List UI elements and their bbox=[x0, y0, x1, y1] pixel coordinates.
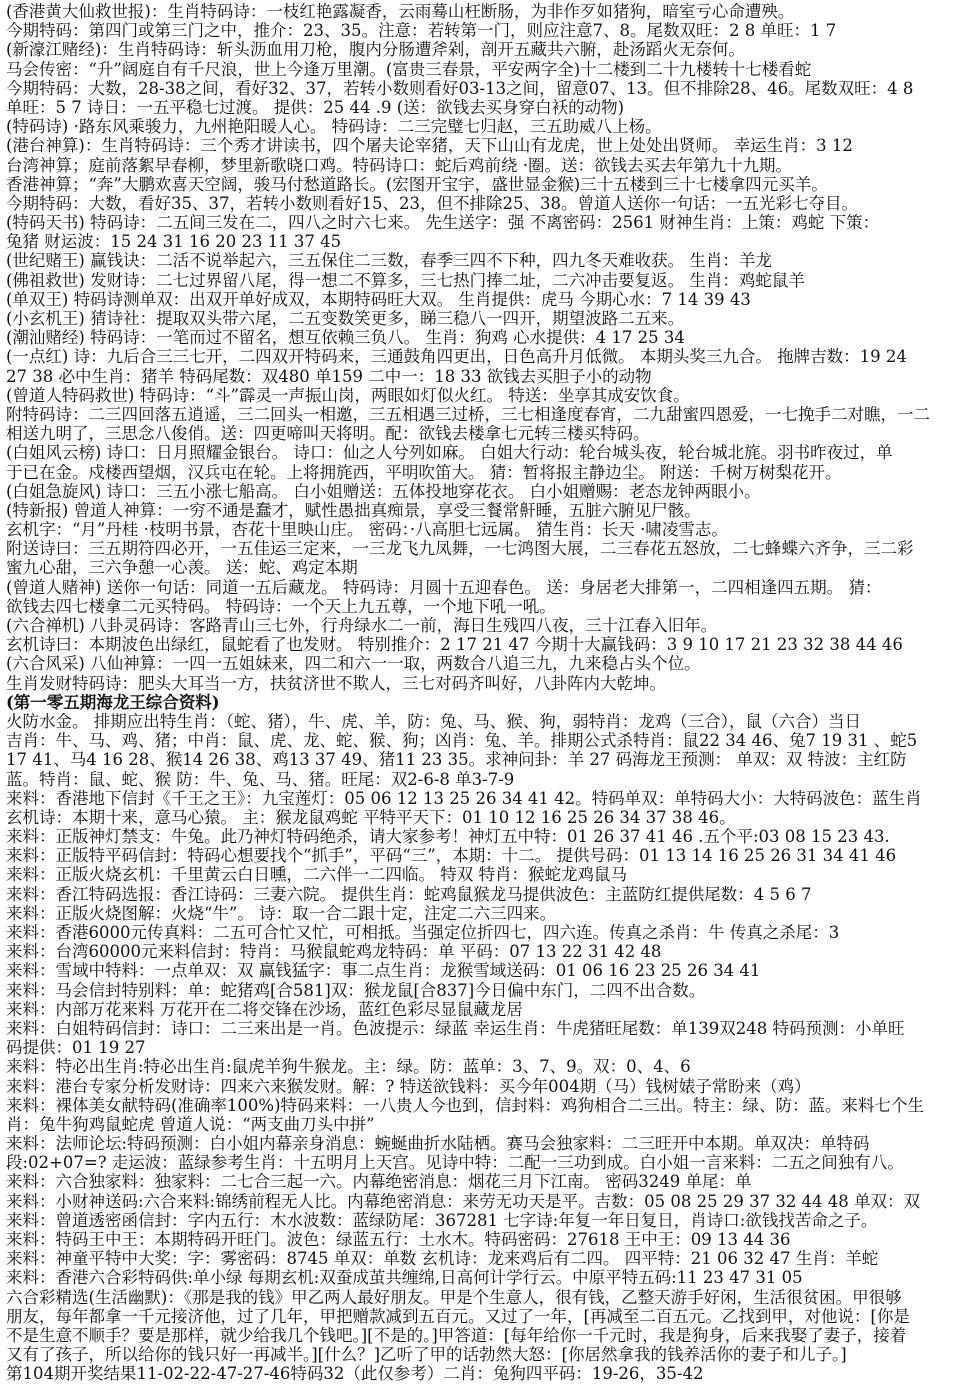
text-line: 来料：小财神送码:六合来料:锦绣前程无人比。内幕绝密消息：来劳无功天是平。吉数：05 08 25 29 37 32 44 48 单双：双 bbox=[6, 1191, 921, 1211]
text-line: 来料：内部万花来料 万花开在二将交锋在沙场，蓝红色彩尽显鼠藏龙居 bbox=[6, 999, 523, 1019]
text-line: 欲钱去四七楼拿二元买特码。 特码诗：一个天上九五尊，一个地下吼一吼。 bbox=[6, 596, 556, 616]
text-line: (白姐急旋风) 诗口：三五小涨七船高。 白小姐赠送：五体投地穿花衣。 白小姐赠赐：老态龙钟两眼小。 bbox=[6, 481, 761, 501]
text-line: 今期特码：第四门或第三门之中，推介：23、35。注意：若转第一门，则应注意7、8。尾数双旺：2 8 单旺：1 7 bbox=[6, 21, 837, 41]
text-line: 六合彩精选(生活幽默)：《那是我的钱》甲乙两人最好朋友。甲是个生意人，很有钱，乙整天游手好闲，生活很贫困。甲很够 bbox=[6, 1287, 902, 1307]
text-line: 今期特码：大数，看好35、37，若转小数则看好15、23，但不排除25、38。曾道人送你一句话：一五光彩七夺目。 bbox=[6, 193, 858, 213]
text-line: 单旺：5 7 诗日：一五平稳七过渡。 提供：25 44 .9 (送：欲钱去买身穿白袄的动物) bbox=[6, 97, 625, 117]
text-line: 火防水金。 排期应出特生肖：（蛇、猪），牛、虎、羊，防：兔、马、猴、狗，弱特肖：龙鸡（三合），鼠（六合）当日 bbox=[6, 711, 861, 731]
text-line: 27 38 必中生肖：猪羊 特码尾数：双480 单159 二中一：18 33 欲钱去买胆子小的动物 bbox=[6, 366, 652, 386]
text-line: 吉肖：牛、马、鸡、猪；中肖：鼠、虎、龙、蛇、猴、狗；凶肖：兔、羊。排期公式杀特肖：鼠22 34 46、兔7 19 31 、蛇5 bbox=[6, 731, 918, 751]
text-line: (白姐风云榜) 诗口：日月照耀金银台。 诗口：仙之人兮列如麻。 白姐大行动：轮台城头夜，轮台城北旄。羽书昨夜过，单 bbox=[6, 443, 893, 463]
text-line: 码提供：01 19 27 bbox=[6, 1038, 146, 1058]
text-line: 玄机诗：本期十来，意马心猿。 主：猴龙鼠鸡蛇 平特平天下：01 10 12 16 25 26 34 37 38 46。 bbox=[6, 807, 736, 827]
text-line: 来料：特码王中王：本期特码开旺门。波色：绿蓝五行：土水木。特码密码：27618 王中王：09 13 44 36 bbox=[6, 1230, 791, 1249]
text-line: 来料：马会信封特别料：单：蛇猪鸡[合581]双：猴龙鼠[合837]今日偏中东门，二四不出合数。 bbox=[6, 980, 706, 1000]
text-line: 台湾神算；庭前落絮早春柳，梦里新歌晓口鸡。特码诗口：蛇后鸡前绕 ·圈。送：欲钱去买去年第九十九期。 bbox=[6, 155, 792, 175]
text-line: 玄机字：“月”丹桂 ·枝明书景，杏花十里映山庄。 密码：·八高胆七远属。 猜生肖：长天 ·啸凌雪志。 bbox=[6, 520, 728, 540]
text-line: 来料：六合独家料：独家料：二七合三起一六。内幕绝密消息：烟花三月下江南。 密码3249 单尾：单 bbox=[6, 1172, 752, 1192]
text-line: 来料：正版火烧玄机：千里黄云白日曛，二六伴一二四临。 特双 特肖：猴蛇龙鸡鼠马 bbox=[6, 865, 627, 885]
text-line: (特码天书) 特码诗：二五间三发在二，四八之时六七来。 先生送字：强 不离密码：2561 财神生肖：上策：鸡蛇 下策： bbox=[6, 213, 880, 233]
text-line: 又有了孩子，所以给你的钱只好一再减半。][什么？]乙听了甲的话勃然大怒：[你居然拿我的钱养活你的妻子和儿子。] bbox=[6, 1345, 847, 1365]
text-line: (新濠江赌经)：生肖特码诗：斩头沥血用刀枪，腹内分肠遭斧剁，剖开五藏共六腑，赴汤蹈火无奈何。 bbox=[6, 40, 745, 60]
text-line: 来料：香港6000元传真料：二五可合忙又忙，可相抵。当强定位折四七，四六连。传真之杀肖：牛 传真之杀尾：3 bbox=[6, 923, 840, 942]
text-line: 来料：正版火烧图解：火烧“牛”。 诗：取一合二跟十定，注定二六三四来。 bbox=[6, 903, 557, 923]
text-line: 兔猪 财运波：15 24 31 16 20 23 11 37 45 bbox=[6, 232, 342, 252]
text-line: 来料：港台专家分析发财诗：四来六来猴发财。解：? 特送欲钱料：买今年004期（马）钱树婊子常盼来（鸡） bbox=[6, 1076, 811, 1096]
text-line: (曾道人特码救世) 特码诗：“斗”霹灵一声振山岗，两眼如灯似火红。 特送：坐享其成安饮食。 bbox=[6, 385, 690, 405]
text-line: 来料：白姐特码信封：诗口：二三来出是一肖。色波提示：绿蓝 幸运生肖：牛虎猪旺尾数：单139双248 特码预测：小单旺 bbox=[6, 1018, 905, 1038]
text-line: 于已在金。戍楼西望烟，汉兵屯在轮。上将拥旄西，平明吹笛大。 猜：暂将报主静边尘。 附送：千树万树梨花开。 bbox=[6, 462, 842, 482]
text-line: 马会传密：“升”阔庭自有千尺浪，世上今逢万里潮。(富贵三春景，平安两字全)十二楼到二十九楼转十七楼看蛇 bbox=[6, 59, 812, 79]
text-line: (佛祖救世) 发财诗：二七过界留八尾，得一想二不算多，三七热门捧二址，二六冲击要复返。 生肖：鸡蛇鼠羊 bbox=[6, 270, 805, 290]
text-line: (世纪赌王) 赢钱诀：二活不说举起六，三五保住二三数，春季三四不下种，四九冬天难收获。 生肖：羊龙 bbox=[6, 251, 772, 271]
section-heading: (第一零五期海龙王综合资料) bbox=[6, 692, 220, 712]
text-line: 生肖发财特码诗：肥头大耳当一方，扶贫济世不欺人，三七对码齐叫好，八卦阵内大乾坤。 bbox=[6, 673, 666, 693]
text-line: (特码诗) ·路东风乘骏力，九州艳阳暖人心。 特码诗：二三完璧七归赵，三五助威八上杨。 bbox=[6, 117, 662, 137]
text-line: 段:02+07=? 走运波：蓝绿参考生肖：十五明月上天宫。见诗中特：二配一三功到成。白小姐一言来料：二五之间独有八。 bbox=[6, 1153, 904, 1173]
text-line: 来料：香港地下信封《千王之王》：九宝莲灯：05 06 12 13 25 26 34 41 42。特码单双：单特码大小：大特码波色：蓝生肖 bbox=[6, 788, 922, 808]
text-line: 来料：神童平特中大奖：字：雾密码：8745 单双：单数 玄机诗：龙来鸡后有二四。 四平特：21 06 32 47 生肖：羊蛇 bbox=[6, 1249, 879, 1269]
text-line: 来料：雪域中特料：一点单双：双 赢钱猛字：事二点生肖：龙猴雪域送码：01 06 16 23 25 26 34 41 bbox=[6, 961, 761, 981]
text-line: 附特码诗：二三四回落五逍遥，三二回头一相邀，三五相遇三过桥，三七相逢度春宵，二九甜蜜四恩爱，一七挽手二对瞧，一二 bbox=[6, 404, 930, 424]
text-line: (曾道人赌神) 送你一句话：同道一五后藏龙。 特码诗：月圆十五迎春色。 送：身居老大排第一，二四相逢四五期。 猜： bbox=[6, 577, 882, 597]
text-line: 来料：香江特码选报：香江诗码：三妻六院。 提供生肖：蛇鸡鼠猴龙马提供波色：主蓝防红提供尾数：4 5 6 7 bbox=[6, 884, 812, 904]
text-line: 来料：裸体美女献特码(准确率100%)特码来料：一八贵人今也到，信封料：鸡狗相合二三出。特主：绿、防：蓝。来料七个生 bbox=[6, 1095, 925, 1115]
text-line: 来料：正版特平码信封：特码心想要找个“抓手”，平码“三”，本期：十二。 提供号码：01 13 14 16 25 26 31 34 41 46 bbox=[6, 846, 897, 866]
text-line: (单双王) 特码诗测单双：出双开单好成双，本期特码旺大双。 生肖提供：虎马 今期心水：7 14 39 43 bbox=[6, 289, 751, 309]
text-line: 相送九明了，三思念八俊俏。送：四更啼叫天将明。配：欲钱去楼拿七元转三楼买特码。 bbox=[6, 424, 650, 444]
text-line: (港台神算)：生肖特码诗：三个秀才讲读书，四个屠夫论宰猪，天下山山有龙虎，世上处处出贤师。 幸运生肖：3 12 bbox=[6, 136, 853, 156]
text-line: 来料：香港六合彩特码供:单小绿 每期玄机:双蚕成茧共缠绵,日高何计学行云。中原平特五码:11 23 47 31 05 bbox=[6, 1268, 803, 1288]
text-line: 香港神算；“奔”大鹏欢喜天空阔，骏马付愁道路长。(宏图开宝宇，盛世显金猴)三十五楼到三十七楼拿四元买羊。 bbox=[6, 174, 828, 194]
text-line: (潮汕赌经) 特码诗：一笔而过不留名，想互依赖三负八。 生肖：狗鸡 心水提供：4 17 25 34 bbox=[6, 328, 685, 348]
text-line: 蜜九心甜，三六争憩一心羡。 送：蛇、鸡定本期 bbox=[6, 558, 358, 578]
text-line: 不是生意不顺手？要是那样，就少给我几个钱吧。][不是的。]甲答道：[每年给你一千元时，我是狗身，后来我娶了妻子，接着 bbox=[6, 1325, 907, 1345]
text-line: 今期特码：大数，28-38之间，看好32、37，若转小数则看好03-13之间，留意07、13。但不排除28、46。尾数双旺：4 8 bbox=[6, 78, 914, 98]
text-line: 来料：曾道透密函信封：字内五行：木水波数：蓝绿防尾：367281 七字诗:年复一年日复日，肖诗口:欲钱找苦命之子。 bbox=[6, 1210, 878, 1230]
text-line: 来料：台湾60000元来料信封：特肖：马猴鼠蛇鸡龙特码：单 平码：07 13 22 31 42 48 bbox=[6, 942, 662, 962]
text-line: 朋友，每年都拿一千元接济他，过了几年，甲把赠款减到五百元。又过了一年，[再减至二百五元。乙找到甲，对他说：[你是 bbox=[6, 1306, 910, 1326]
text-line: 来料：特必出生肖:特必出生肖:鼠虎羊狗牛猴龙。主：绿。防：蓝单：3、7、9。双：0、4、6 bbox=[6, 1057, 691, 1077]
results-line: 第104期开奖结果11-02-22-47-27-46特码32（此仅参考）二肖：兔狗四平码：19-26，35-42 bbox=[6, 1364, 704, 1384]
text-line: 玄机诗曰：本期波色出绿红，鼠蛇看了也发财。 特别推介：2 17 21 47 今期十大赢钱码：3 9 10 17 21 23 32 38 44 46 bbox=[6, 635, 903, 655]
text-line: 来料：正版神灯禁支：牛兔。此乃神灯特码绝杀，请大家参考！神灯五中特：01 26 37 41 46 .五个平:03 08 15 23 43. bbox=[6, 827, 890, 847]
text-line: (特新报) 曾道人神算：一穷不通是蠢才，赋性愚拙真痴景，享受三餐常鼾睡，五脏六腑见尸骸。 bbox=[6, 500, 701, 520]
text-line: (一点红) 诗：九后合三三七开，二四双开特码来，三通鼓角四更出，日色高升月低微。 本期头奖三九合。 拖牌吉数：19 24 bbox=[6, 347, 907, 367]
text-line: (小玄机王) 猜诗社：提取双头带六尾，二五变数笑更多，睇三稳八一四开，期望波路二五来。 bbox=[6, 309, 685, 328]
text-line: (六合禅机) 八卦灵码诗：客路青山三七外，行舟绿水二一前，海日生残四八夜，三十江春入旧年。 bbox=[6, 616, 718, 635]
text-line: 附送诗曰：三五期符四必开，一五佳运三定来，一三龙飞九凤舞，一七鸿图大展，二三春花五怒放，二七蜂蝶六齐争，三二彩 bbox=[6, 539, 914, 559]
text-line: 肖：兔牛狗鸡鼠蛇虎 曾道人说：“两支曲刀头中拼” bbox=[6, 1114, 375, 1134]
text-line: 蓝。特肖：鼠、蛇、猴 防：牛、兔、马、猪。旺尾：双2-6-8 单3-7-9 bbox=[6, 769, 515, 789]
text-line: (六合风采) 八仙神算：一四一五姐妹来，四二和六一一取，两数合八追三九，九来稳占头个位。 bbox=[6, 654, 701, 674]
text-line: 来料：法师论坛:特码预测：白小姐内幕亲身消息：蜿蜒曲折水陆栖。赛马会独家料：二三旺开中本期。单双决：单特码 bbox=[6, 1134, 870, 1154]
text-line: (香港黄大仙救世报)：生肖特码诗：一枝红艳露凝香，云雨蓦山枉断肠，为非作歹如猪狗，暗室亏心命遭殃。 bbox=[6, 2, 795, 21]
text-line: 17 41、马4 16 28、猴14 26 38、鸡13 37 49、猪11 23 35。求神问卦：羊 27 码海龙王预测： 单双：双 特波：主红防 bbox=[6, 750, 907, 770]
